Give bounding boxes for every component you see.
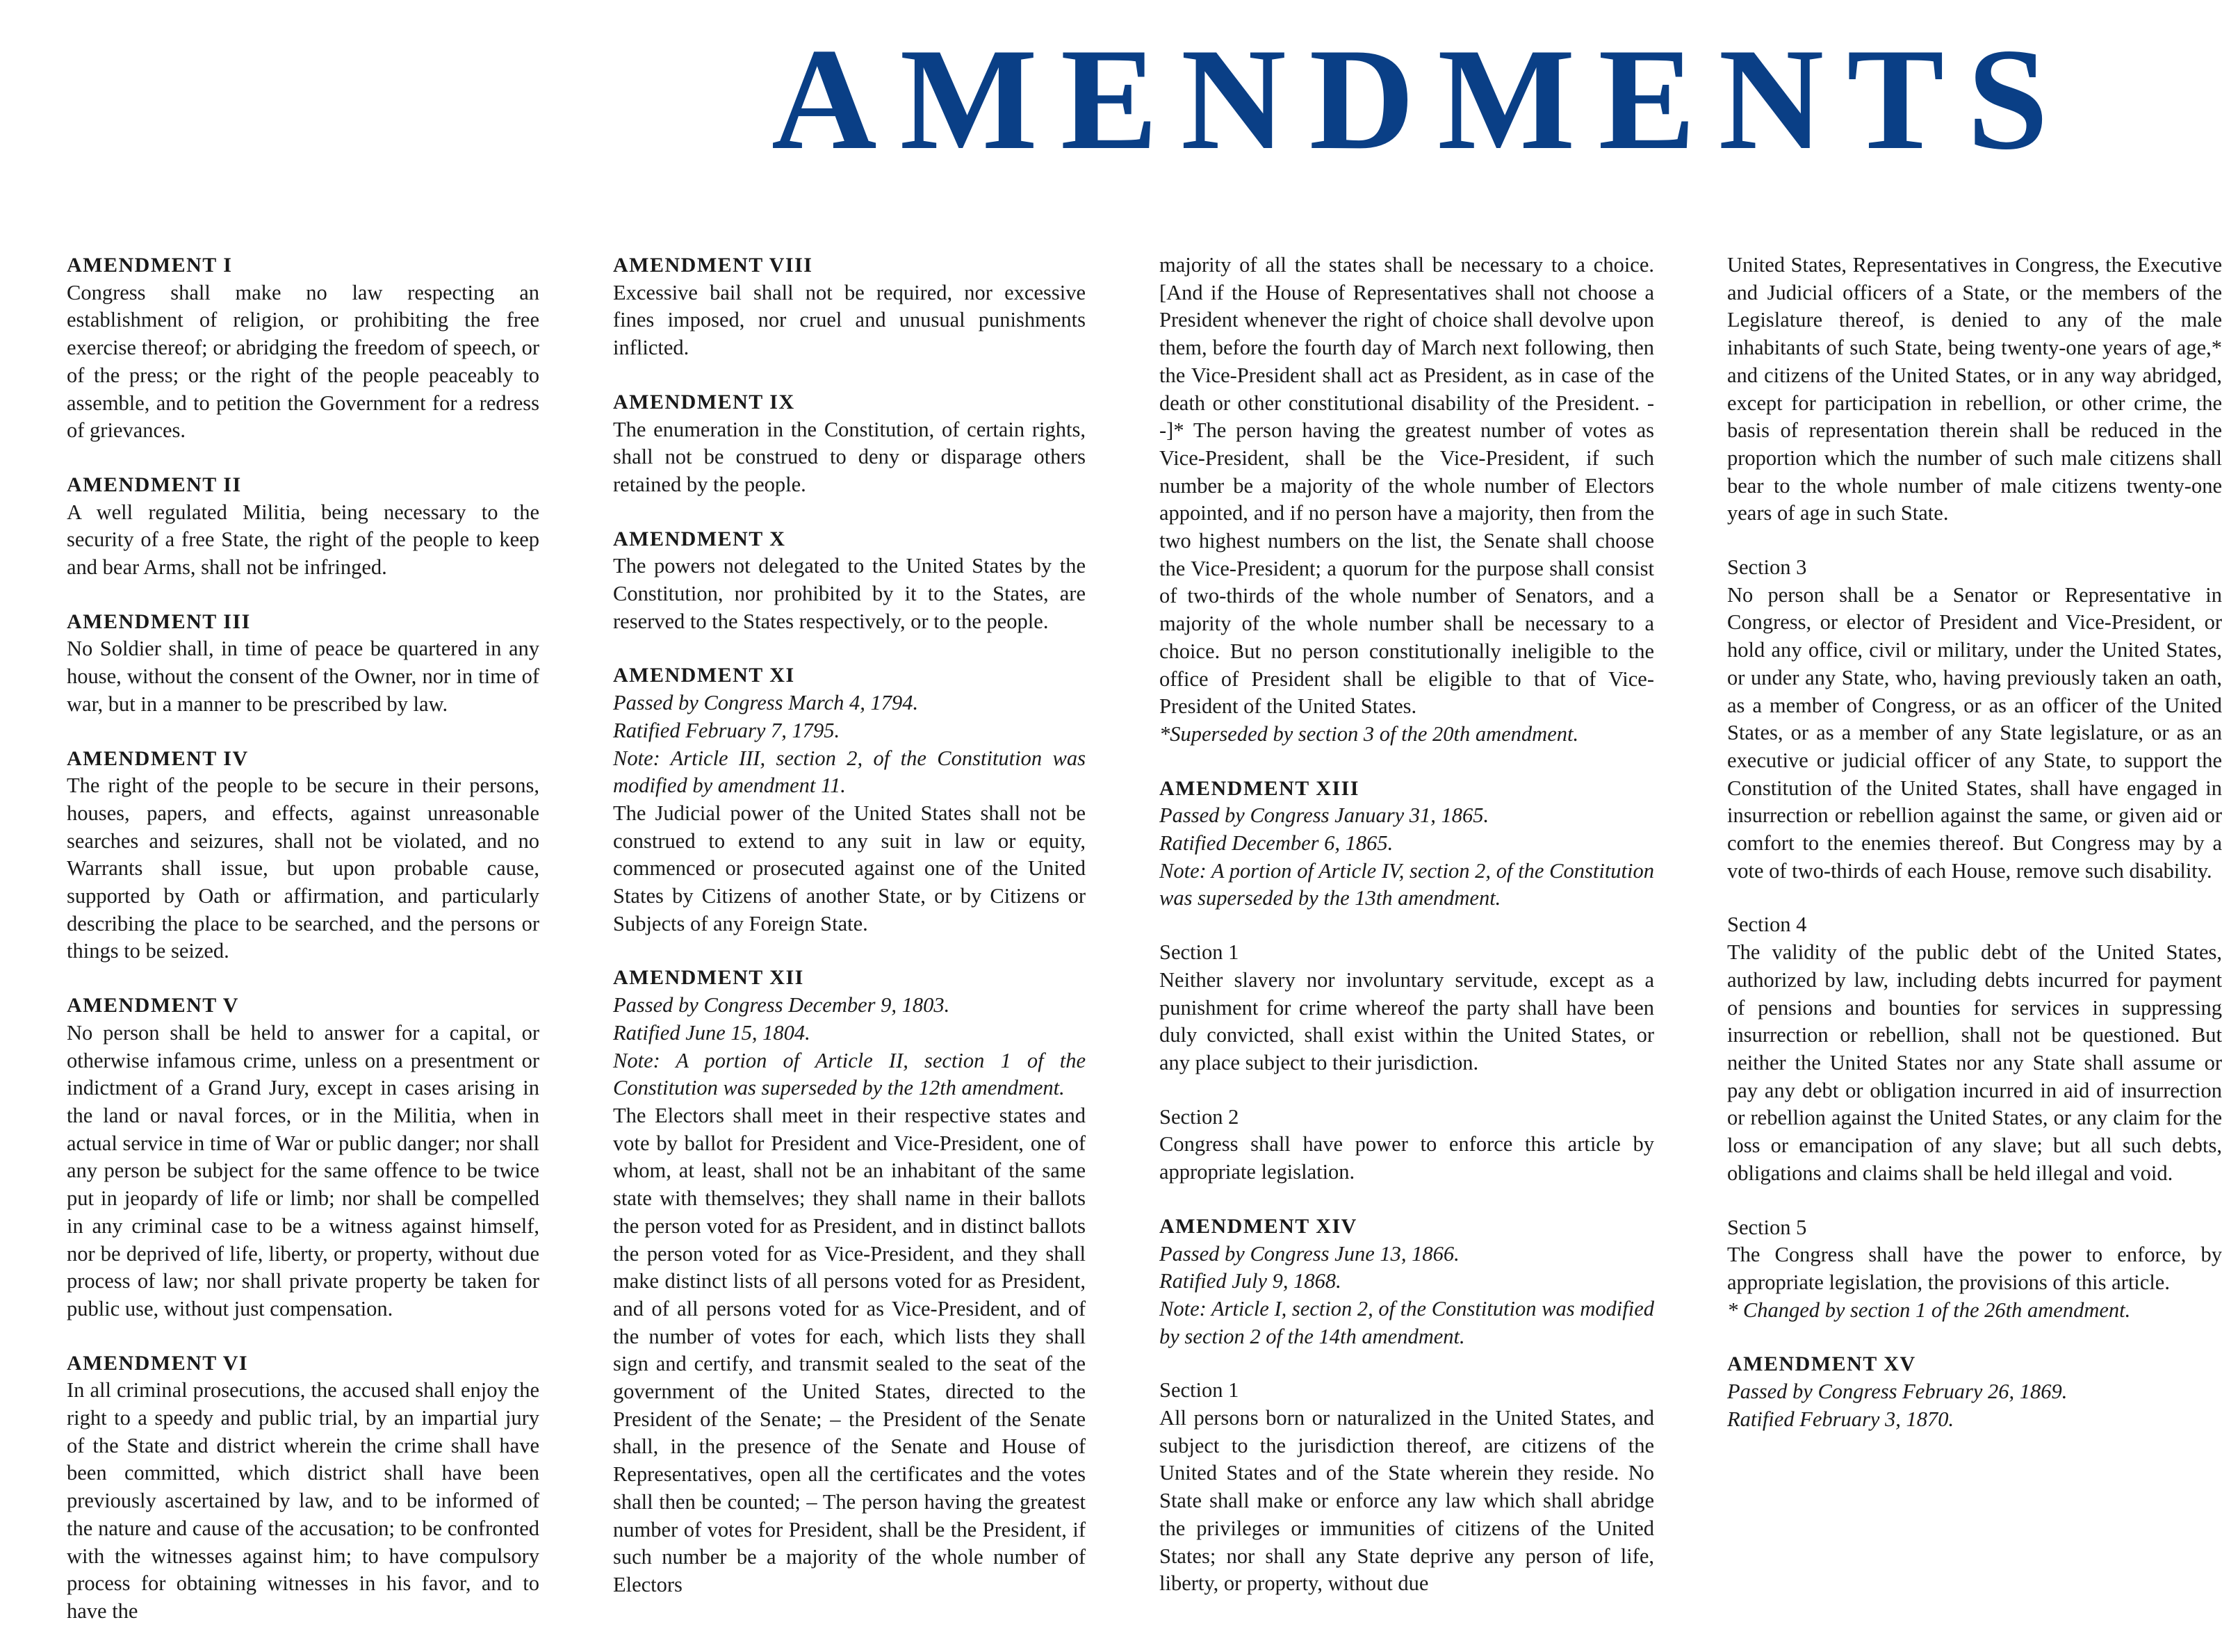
column-4 bbox=[1727, 252, 2222, 1459]
footnote: * Changed by section 1 of the 26th amendment. bbox=[1727, 1298, 2131, 1322]
amendment-heading: AMENDMENT VI bbox=[67, 1351, 249, 1375]
amendment-heading: AMENDMENT X bbox=[613, 527, 786, 550]
amendment-14 bbox=[1159, 1213, 1654, 1351]
amendment-heading: AMENDMENT XIII bbox=[1159, 776, 1359, 800]
amendment-text: A well regulated Militia, being necessary to the security of a free State, the right of the people to keep and bear Arms, shall not be infringed. bbox=[67, 500, 539, 580]
amendment-text: No person shall be held to answer for a capital, or otherwise infamous crime, unless on a presentment or indictment of a Grand Jury, except in cases arising in the land or naval forces, or in the Militia, when in actual service in time of War or public danger; nor shall any person be subject for the same offence to be twice put in jeopardy of life or limb; nor shall be compelled in any criminal case to be a witness against himself, nor be deprived of life, liberty, or property, without due process of law; nor shall private property be taken for public use, without just compensation. bbox=[67, 1020, 539, 1320]
amendment-14-section-3 bbox=[1727, 554, 2222, 885]
amendment-5 bbox=[67, 992, 539, 1323]
section-heading: Section 1 bbox=[1159, 940, 1239, 965]
amendment-12 bbox=[613, 964, 1086, 1598]
amendment-note: Note: Article I, section 2, of the Constitution was modified by section 2 of the 14th amendment. bbox=[1159, 1296, 1654, 1348]
section-text: Congress shall have power to enforce this article by appropriate legislation. bbox=[1159, 1132, 1654, 1184]
amendment-14-section-1 bbox=[1159, 1377, 1654, 1598]
amendment-note: Note: A portion of Article II, section 1 of the Constitution was superseded by the 12th amendment. bbox=[613, 1048, 1086, 1100]
page-title: AMENDMENTS bbox=[771, 19, 2072, 180]
amendment-6 bbox=[67, 1350, 539, 1626]
amendment-text: The enumeration in the Constitution, of certain rights, shall not be construed to deny or disparage others retained by the people. bbox=[613, 417, 1086, 496]
amendment-heading: AMENDMENT XV bbox=[1727, 1352, 1916, 1376]
section-heading: Section 4 bbox=[1727, 913, 1807, 937]
amendment-text: The Electors shall meet in their respective states and vote by ballot for President and Vice-President, one of whom, at least, shall not be an inhabitant of the same state with themselves; they shall name in their ballots the person voted for as President, and in distinct ballots the person voted for as Vice-President, and they shall make distinct lists of all persons voted for as President, and of all persons voted for as Vice-President, and of the number of votes for each, which lists they shall sign and certify, and transmit sealed to the seat of the government of the United States, directed to the President of the Senate; – the President of the Senate shall, in the presence of the Senate and House of Representatives, open all the certificates and the votes shall then be counted; – The person having the greatest number of votes for President, shall be the President, if such number be a majority of the whole number of Electors bbox=[613, 1103, 1086, 1596]
amendment-text: The Judicial power of the United States shall not be construed to extend to any suit in law or equity, commenced or prosecuted against one of the United States by Citizens of another State, or by Citizens or Subjects of any Foreign State. bbox=[613, 801, 1086, 935]
amendment-10 bbox=[613, 525, 1086, 636]
amendment-heading: AMENDMENT IV bbox=[67, 746, 249, 770]
amendment-heading: AMENDMENT IX bbox=[613, 390, 795, 414]
section-text: Neither slavery nor involuntary servitude, except as a punishment for crime whereof the party shall have been duly convicted, shall exist within the United States, or any place subject to their jurisdiction. bbox=[1159, 967, 1654, 1074]
passed-date: Passed by Congress January 31, 1865. bbox=[1159, 803, 1489, 828]
amendment-3 bbox=[67, 608, 539, 719]
ratified-date: Ratified February 7, 1795. bbox=[613, 718, 840, 742]
amendment-heading: AMENDMENT III bbox=[67, 610, 251, 633]
amendment-13-section-2 bbox=[1159, 1104, 1654, 1186]
amendment-text: Congress shall make no law respecting an establishment of religion, or prohibiting the free exercise thereof; or abridging the freedom of speech, or of the press; or the right of the people peaceably to assemble, and to petition the Government for a redress of grievances. bbox=[67, 280, 539, 443]
section-heading: Section 5 bbox=[1727, 1215, 1807, 1239]
amendment-heading: AMENDMENT V bbox=[67, 994, 239, 1017]
amendment-14-section-4 bbox=[1727, 911, 2222, 1187]
ratified-date: Ratified July 9, 1868. bbox=[1159, 1269, 1341, 1293]
amendment-13 bbox=[1159, 775, 1654, 913]
amendment-9 bbox=[613, 389, 1086, 499]
passed-date: Passed by Congress March 4, 1794. bbox=[613, 691, 919, 715]
amendment-heading: AMENDMENT VIII bbox=[613, 254, 813, 277]
amendment-4 bbox=[67, 745, 539, 966]
amendment-15 bbox=[1727, 1350, 2222, 1433]
amendment-heading: AMENDMENT II bbox=[67, 473, 242, 496]
amendment-heading: AMENDMENT XIV bbox=[1159, 1214, 1357, 1238]
section-heading: Section 1 bbox=[1159, 1378, 1239, 1402]
column-3 bbox=[1159, 252, 1654, 1624]
amendment-13-section-1 bbox=[1159, 939, 1654, 1077]
section-heading: Section 3 bbox=[1727, 555, 1807, 580]
amendment-11 bbox=[613, 662, 1086, 938]
ratified-date: Ratified December 6, 1865. bbox=[1159, 831, 1394, 856]
amendment-text: The powers not delegated to the United States by the Constitution, nor prohibited by it to the States, are reserved to the States respectively, or to the people. bbox=[613, 554, 1086, 633]
section-text: United States, Representatives in Congress, the Executive and Judicial officers of a State, or the members of the Legislature thereof, is denied to any of the male inhabitants of such State, being twenty-one years of age,* and citizens of the United States, or in any way abridged, except for participation in rebellion, or other crime, the basis of representation therein shall be reduced in the proportion which the number of such male citizens shall bear to the whole number of male citizens twenty-one years of age in such State. bbox=[1727, 253, 2222, 525]
passed-date: Passed by Congress December 9, 1803. bbox=[613, 993, 950, 1017]
amendment-note: Note: Article III, section 2, of the Constitution was modified by amendment 11. bbox=[613, 746, 1086, 798]
passed-date: Passed by Congress February 26, 1869. bbox=[1727, 1380, 2068, 1404]
amendment-12-continued bbox=[1159, 252, 1654, 749]
ratified-date: Ratified June 15, 1804. bbox=[613, 1020, 810, 1045]
column-1 bbox=[67, 252, 539, 1652]
amendment-2 bbox=[67, 471, 539, 582]
amendment-text: Excessive bail shall not be required, nor excessive fines imposed, nor cruel and unusual punishments inflicted. bbox=[613, 280, 1086, 360]
column-2 bbox=[613, 252, 1086, 1626]
passed-date: Passed by Congress June 13, 1866. bbox=[1159, 1241, 1460, 1266]
section-heading: Section 2 bbox=[1159, 1104, 1239, 1129]
amendment-text: In all criminal prosecutions, the accused shall enjoy the right to a speedy and public trial, by an impartial jury of the State and district wherein the crime shall have been committed, which district shall have been previously ascertained by law, and to be informed of the nature and cause of the accusation; to be confronted with the witnesses against him; to have compulsory process for obtaining witnesses in his favor, and to have the bbox=[67, 1378, 539, 1623]
amendment-heading: AMENDMENT XII bbox=[613, 966, 804, 990]
amendment-14-section-5 bbox=[1727, 1214, 2222, 1325]
amendment-text: The right of the people to be secure in their persons, houses, papers, and effects, against unreasonable searches and seizures, shall not be violated, and no Warrants shall issue, but upon probable cause, supported by Oath or affirmation, and particularly describing the place to be searched, and the persons or things to be seized. bbox=[67, 774, 539, 963]
section-text: The Congress shall have the power to enforce, by appropriate legislation, the provisions of this article. bbox=[1727, 1243, 2222, 1294]
ratified-date: Ratified February 3, 1870. bbox=[1727, 1407, 1954, 1431]
footnote: *Superseded by section 3 of the 20th amendment. bbox=[1159, 721, 1579, 746]
section-text: All persons born or naturalized in the United States, and subject to the jurisdiction thereof, are citizens of the United States and of the State wherein they reside. No State shall make or enforce any law which shall abridge the privileges or immunities of citizens of the United States; nor shall any State deprive any person of life, liberty, or property, without due bbox=[1159, 1406, 1654, 1596]
amendment-14-section-2-continued bbox=[1727, 252, 2222, 528]
section-text: The validity of the public debt of the United States, authorized by law, including debts incurred for payment of pensions and bounties for services in suppressing insurrection or rebellion, shall not be questioned. But neither the United States nor any State shall assume or pay any debt or obligation incurred in aid of insurrection or rebellion against the United States, or any claim for the loss or emancipation of any slave; but all such debts, obligations and claims shall be held illegal and void. bbox=[1727, 940, 2222, 1185]
amendment-8 bbox=[613, 252, 1086, 362]
section-text: No person shall be a Senator or Representative in Congress, or elector of President and Vice-President, or hold any office, civil or military, under the United States, or under any State, who, having previously taken an oath, as a member of Congress, or as an officer of the United States, or as a member of any State legislature, or as an executive or judicial officer of any State, to support the Constitution of the United States, shall have engaged in insurrection or rebellion against the same, or given aid or comfort to the enemies thereof. But Congress may by a vote of two-thirds of each House, remove such disability. bbox=[1727, 582, 2222, 883]
amendment-1 bbox=[67, 252, 539, 445]
amendment-text: No Soldier shall, in time of peace be quartered in any house, without the consent of the Owner, nor in time of war, but in a manner to be prescribed by law. bbox=[67, 637, 539, 716]
amendment-heading: AMENDMENT I bbox=[67, 254, 233, 277]
amendment-heading: AMENDMENT XI bbox=[613, 664, 795, 687]
amendment-text: majority of all the states shall be necessary to a choice. [And if the House of Representatives shall not choose a President whenever the right of choice shall devolve upon them, before the fourth day of March next following, then the Vice-President shall act as President, as in case of the death or other constitutional disability of the President. --]* The person having the greatest number of votes as Vice-President, shall be the Vice-President, if such number be a majority of the whole number of Electors appointed, and if no person have a majority, then from the two highest numbers on the list, the Senate shall choose the Vice-President; a quorum for the purpose shall consist of two-thirds of the whole number of Senators, and a majority of the whole number shall be necessary to a choice. But no person constitutionally ineligible to the office of President shall be eligible to that of Vice-President of the United States. bbox=[1159, 253, 1654, 719]
amendment-note: Note: A portion of Article IV, section 2, of the Constitution was superseded by the 13th amendment. bbox=[1159, 858, 1654, 910]
